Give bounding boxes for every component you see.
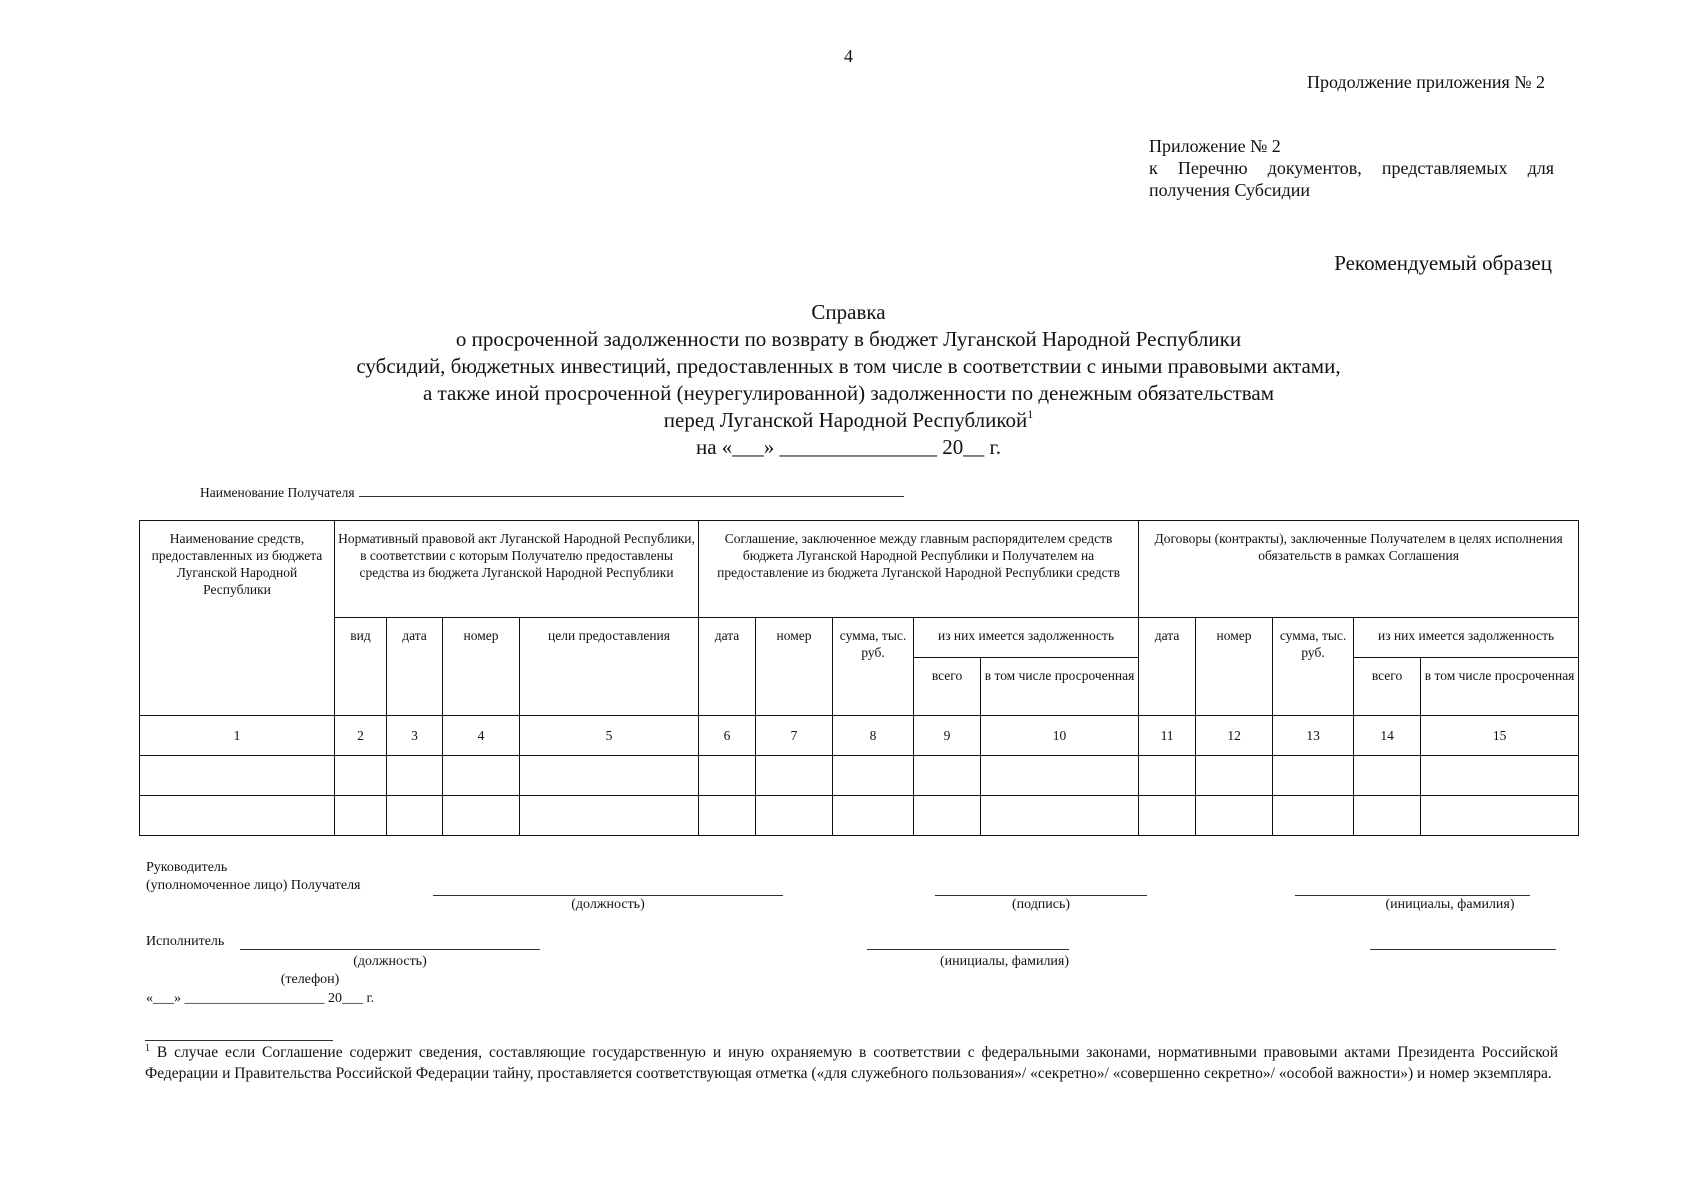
- executor-extra-field[interactable]: [1370, 948, 1556, 950]
- appendix-title: Приложение № 2: [1149, 136, 1281, 156]
- title-line-5: [0, 407, 1697, 434]
- executor-initials-field[interactable]: [867, 948, 1069, 950]
- column-numbers-row: [140, 716, 1579, 756]
- col-number: 2: [335, 716, 387, 756]
- col-number: 9: [914, 716, 981, 756]
- head-label-line-1: Руководитель: [146, 860, 228, 875]
- table-cell[interactable]: [1354, 796, 1421, 836]
- table-row: [140, 756, 1579, 796]
- header-contracts: Договоры (контракты), заключенные Получателем в целях исполнения обязательств в рамках Соглашения: [1139, 521, 1579, 618]
- col-number: 4: [443, 716, 520, 756]
- head-position-caption: (должность): [571, 897, 645, 912]
- table-cell[interactable]: [699, 756, 756, 796]
- table-cell[interactable]: [1196, 796, 1273, 836]
- table-cell[interactable]: [699, 796, 756, 836]
- head-initials-caption: (инициалы, фамилия): [1385, 897, 1515, 912]
- col-number: 12: [1196, 716, 1273, 756]
- title-footnote-mark: 1: [1027, 407, 1034, 421]
- table-cell[interactable]: [1273, 756, 1354, 796]
- subheader-agreement-debt-overdue: в том числе просроченная: [981, 658, 1139, 716]
- subheader-agreement-sum: сумма, тыс. руб.: [833, 618, 914, 716]
- table-cell[interactable]: [833, 756, 914, 796]
- subheader-agreement-date: дата: [699, 618, 756, 716]
- executor-initials-caption: (инициалы, фамилия): [939, 954, 1070, 969]
- subheader-act-number: номер: [443, 618, 520, 716]
- subheader-contract-debt: из них имеется задолженность: [1354, 618, 1579, 658]
- subheader-agreement-debt: из них имеется задолженность: [914, 618, 1139, 658]
- footnote-text: В случае если Соглашение содержит сведения, составляющие государственную и иную охраняемую в соответствии с федеральными законами, нормативными правовыми актами Президента Российской Федерации и Правительства Российской Федерации тайну, проставляется соответствующая отметка («для служебного пользования»/ «секретно»/ «совершенно секретно»/ «особой важности») и номер экземпляра.: [145, 1044, 1558, 1082]
- header-legal-act: Нормативный правовой акт Луганской Народной Республики, в соответствии с которым Получателю предоставлены средства из бюджета Луганской Народной Республики: [335, 521, 699, 618]
- table-cell[interactable]: [1354, 756, 1421, 796]
- table-cell[interactable]: [335, 756, 387, 796]
- title-line-4: а также иной просроченной (неурегулированной) задолженности по денежным обязательствам: [422, 381, 1275, 405]
- page-number: 4: [844, 46, 853, 66]
- debt-table: [139, 520, 1579, 836]
- table-cell[interactable]: [140, 796, 335, 836]
- executor-date-line[interactable]: «___» ____________________ 20___ г.: [146, 991, 375, 1006]
- title-line-2: о просроченной задолженности по возврату в бюджет Луганской Народной Республики: [455, 327, 1242, 351]
- col-number: 1: [140, 716, 335, 756]
- subheader-contract-sum: сумма, тыс. руб.: [1273, 618, 1354, 716]
- col-number: 11: [1139, 716, 1196, 756]
- appendix-block: [1149, 135, 1554, 201]
- table-cell[interactable]: [981, 756, 1139, 796]
- table-row: [140, 796, 1579, 836]
- title-date-line: на «___» _______________ 20__ г.: [695, 435, 1002, 459]
- subheader-act-type: вид: [335, 618, 387, 716]
- table-cell[interactable]: [1273, 796, 1354, 836]
- subheader-agreement-debt-total: всего: [914, 658, 981, 716]
- table-cell[interactable]: [520, 756, 699, 796]
- table-cell[interactable]: [443, 796, 520, 836]
- title-line-1: Справка: [811, 300, 886, 324]
- header-funds: Наименование средств, предоставленных из бюджета Луганской Народной Республики: [140, 521, 335, 716]
- table-cell[interactable]: [443, 756, 520, 796]
- subheader-agreement-number: номер: [756, 618, 833, 716]
- col-number: 7: [756, 716, 833, 756]
- executor-phone-caption: (телефон): [280, 972, 340, 987]
- table-cell[interactable]: [387, 796, 443, 836]
- head-label-line-2: (уполномоченное лицо) Получателя: [146, 878, 361, 893]
- appendix-line-3: получения Субсидии: [1149, 180, 1310, 200]
- table-cell[interactable]: [140, 756, 335, 796]
- subheader-act-purpose: цели предоставления: [520, 618, 699, 716]
- title-line-5-text: перед Луганской Народной Республикой: [663, 408, 1028, 432]
- subheader-contract-date: дата: [1139, 618, 1196, 716]
- footnote: [145, 1042, 1558, 1084]
- table-cell[interactable]: [981, 796, 1139, 836]
- col-number: 8: [833, 716, 914, 756]
- head-label: [146, 859, 361, 895]
- table-cell[interactable]: [1196, 756, 1273, 796]
- recipient-row: [200, 484, 904, 501]
- subheader-act-date: дата: [387, 618, 443, 716]
- table-cell[interactable]: [1421, 756, 1579, 796]
- executor-label: Исполнитель: [146, 934, 225, 949]
- table-cell[interactable]: [914, 756, 981, 796]
- continuation-note: Продолжение приложения № 2: [1306, 72, 1545, 92]
- table-cell[interactable]: [1139, 756, 1196, 796]
- appendix-line-2: к Перечню документов, представляемых для: [1149, 158, 1554, 178]
- subheader-contract-debt-total: всего: [1354, 658, 1421, 716]
- table-cell[interactable]: [1421, 796, 1579, 836]
- col-number: 3: [387, 716, 443, 756]
- document-title: [0, 299, 1697, 461]
- subheader-contract-number: номер: [1196, 618, 1273, 716]
- col-number: 6: [699, 716, 756, 756]
- subheader-contract-debt-overdue: в том числе просроченная: [1421, 658, 1579, 716]
- header-agreement: Соглашение, заключенное между главным распорядителем средств бюджета Луганской Народной Республики и Получателем на предоставление из бюджета Луганской Народной Республики средств: [699, 521, 1139, 618]
- col-number: 14: [1354, 716, 1421, 756]
- table-cell[interactable]: [335, 796, 387, 836]
- head-signature-caption: (подпись): [1011, 897, 1071, 912]
- col-number: 10: [981, 716, 1139, 756]
- table-cell[interactable]: [520, 796, 699, 836]
- table-cell[interactable]: [1139, 796, 1196, 836]
- recommended-sample-label: Рекомендуемый образец: [1334, 251, 1552, 275]
- table-cell[interactable]: [756, 756, 833, 796]
- table-cell[interactable]: [914, 796, 981, 836]
- executor-position-field[interactable]: [240, 948, 540, 950]
- col-number: 5: [520, 716, 699, 756]
- recipient-name-field[interactable]: [359, 484, 904, 497]
- table-cell[interactable]: [756, 796, 833, 836]
- table-cell[interactable]: [833, 796, 914, 836]
- recipient-label: Наименование Получателя: [200, 485, 355, 500]
- col-number: 13: [1273, 716, 1354, 756]
- title-line-3: субсидий, бюджетных инвестиций, предоставленных в том числе в соответствии с иными правовыми актами,: [356, 354, 1341, 378]
- executor-position-caption: (должность): [353, 954, 427, 969]
- table-cell[interactable]: [387, 756, 443, 796]
- footnote-divider: [145, 1040, 333, 1041]
- col-number: 15: [1421, 716, 1579, 756]
- footnote-mark: 1: [145, 1043, 150, 1054]
